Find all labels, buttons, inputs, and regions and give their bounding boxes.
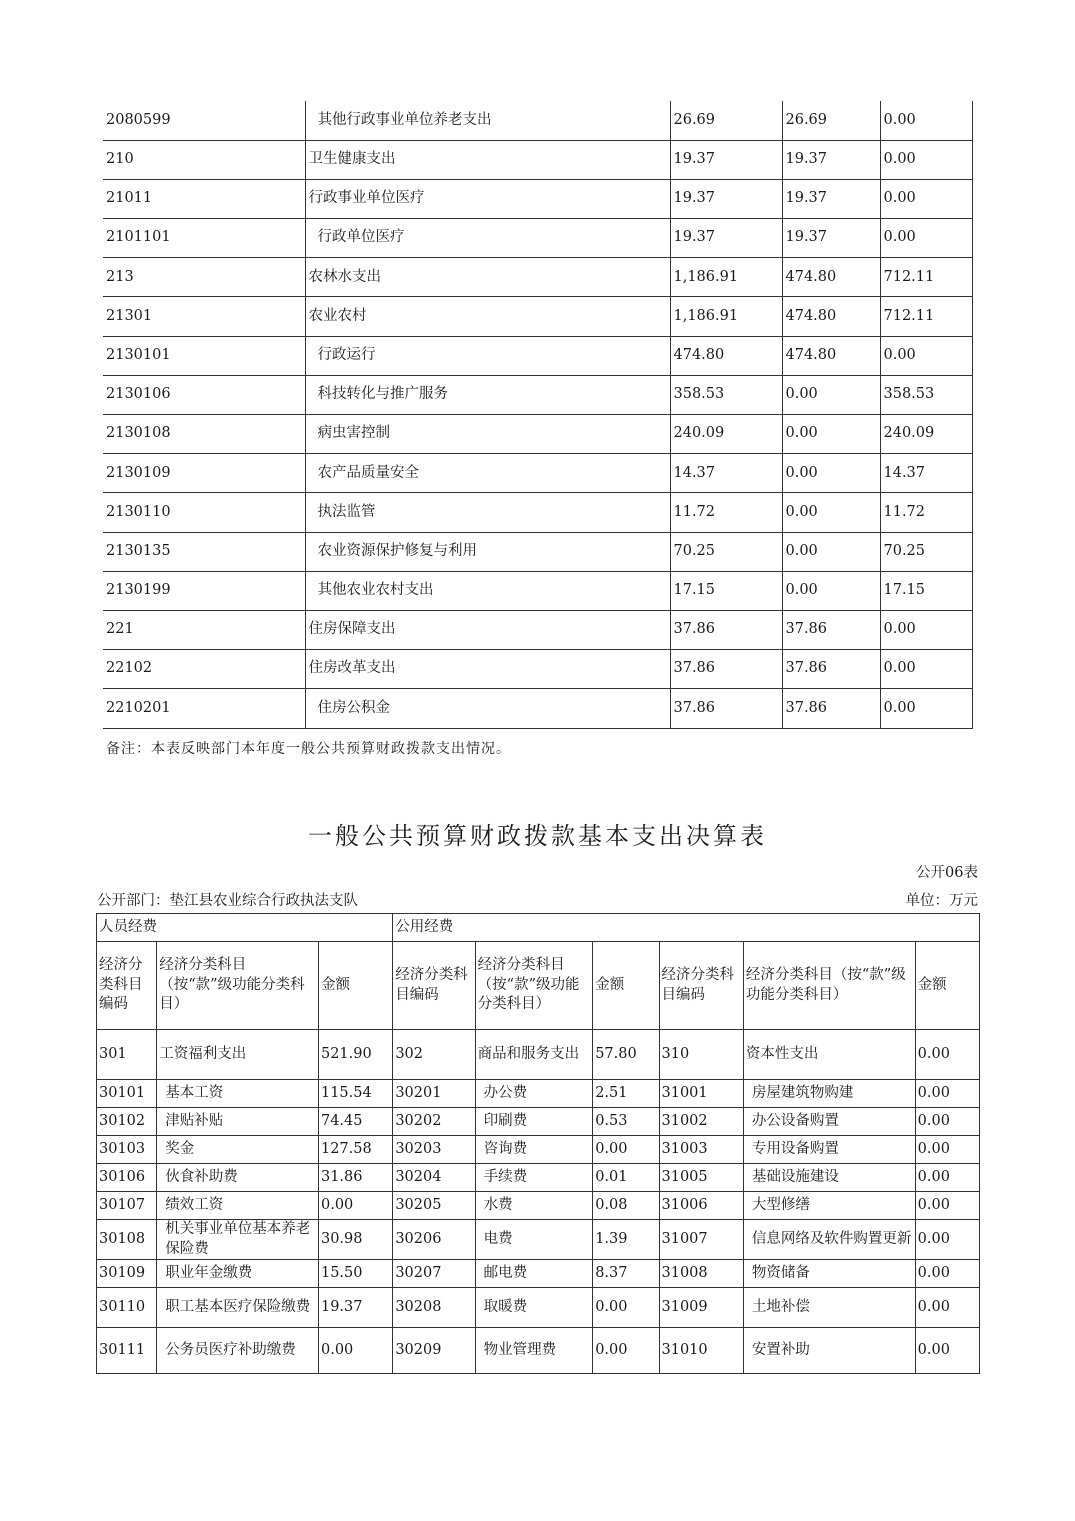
row-amount-a: 19.37 <box>318 1288 392 1328</box>
row-project: 17.15 <box>880 571 972 610</box>
row-amount-c: 0.00 <box>915 1164 979 1192</box>
row-code: 21301 <box>103 297 305 336</box>
expenditure-table <box>103 101 973 729</box>
table-row <box>97 1136 980 1164</box>
row-name: 住房保障支出 <box>305 610 670 649</box>
row-total: 26.69 <box>670 101 782 140</box>
row-code-c: 31010 <box>659 1328 743 1374</box>
row-amount-c: 0.00 <box>915 1288 979 1328</box>
row-amount-a: 31.86 <box>318 1164 392 1192</box>
row-amount-b: 0.00 <box>593 1136 659 1164</box>
row-name-a: 机关事业单位基本养老保险费 <box>157 1220 319 1260</box>
row-code-c: 31003 <box>659 1136 743 1164</box>
row-total: 1,186.91 <box>670 297 782 336</box>
row-name: 病虫害控制 <box>305 415 670 454</box>
row-total: 1,186.91 <box>670 258 782 297</box>
row-code-b: 30208 <box>393 1288 475 1328</box>
row-name: 行政事业单位医疗 <box>305 179 670 218</box>
row-project: 0.00 <box>880 689 972 728</box>
row-amount-b: 0.01 <box>593 1164 659 1192</box>
table-row <box>103 454 972 493</box>
row-total: 474.80 <box>670 336 782 375</box>
table-row <box>103 610 972 649</box>
header-code-b: 经济分类科目编码 <box>393 942 475 1030</box>
department-label: 公开部门：垫江县农业综合行政执法支队 <box>97 893 358 909</box>
header-name-a: 经济分类科目（按“款”级功能分类科目） <box>157 942 319 1030</box>
row-name-a: 奖金 <box>157 1136 319 1164</box>
row-amount-c: 0.00 <box>915 1328 979 1374</box>
row-project: 712.11 <box>880 258 972 297</box>
row-code-b: 30206 <box>393 1220 475 1260</box>
row-total: 19.37 <box>670 140 782 179</box>
row-amount-b: 0.08 <box>593 1192 659 1220</box>
row-name-a: 绩效工资 <box>157 1192 319 1220</box>
row-total: 17.15 <box>670 571 782 610</box>
row-basic: 26.69 <box>782 101 880 140</box>
row-basic: 19.37 <box>782 219 880 258</box>
row-name: 执法监管 <box>305 493 670 532</box>
row-code-b: 30201 <box>393 1080 475 1108</box>
row-name-a: 职业年金缴费 <box>157 1260 319 1288</box>
row-code-a: 30111 <box>97 1328 157 1374</box>
row-amount-c: 0.00 <box>915 1220 979 1260</box>
row-amount-a: 521.90 <box>318 1030 392 1080</box>
row-code-b: 30202 <box>393 1108 475 1136</box>
row-code-b: 30204 <box>393 1164 475 1192</box>
row-basic: 0.00 <box>782 532 880 571</box>
table-row <box>103 689 972 728</box>
row-total: 11.72 <box>670 493 782 532</box>
row-total: 240.09 <box>670 415 782 454</box>
row-name-a: 伙食补助费 <box>157 1164 319 1192</box>
table-row <box>103 258 972 297</box>
row-amount-b: 8.37 <box>593 1260 659 1288</box>
row-amount-b: 0.00 <box>593 1288 659 1328</box>
row-code-a: 30110 <box>97 1288 157 1328</box>
row-code-c: 31008 <box>659 1260 743 1288</box>
row-amount-c: 0.00 <box>915 1260 979 1288</box>
row-code-a: 30101 <box>97 1080 157 1108</box>
row-code-a: 301 <box>97 1030 157 1080</box>
row-amount-b: 0.53 <box>593 1108 659 1136</box>
row-name-b: 邮电费 <box>475 1260 593 1288</box>
header-amount-c: 金额 <box>915 942 979 1030</box>
row-amount-b: 57.80 <box>593 1030 659 1080</box>
page-title: 一般公共预算财政拨款基本支出决算表 <box>308 822 767 850</box>
row-basic: 0.00 <box>782 454 880 493</box>
row-basic: 37.86 <box>782 610 880 649</box>
row-name-c: 专用设备购置 <box>743 1136 915 1164</box>
row-amount-b: 2.51 <box>593 1080 659 1108</box>
row-basic: 19.37 <box>782 140 880 179</box>
row-name-c: 大型修缮 <box>743 1192 915 1220</box>
row-total: 70.25 <box>670 532 782 571</box>
row-code: 2130199 <box>103 571 305 610</box>
row-code: 2130101 <box>103 336 305 375</box>
row-code: 22102 <box>103 650 305 689</box>
row-amount-b: 1.39 <box>593 1220 659 1260</box>
row-name-b: 电费 <box>475 1220 593 1260</box>
row-code-b: 30209 <box>393 1328 475 1374</box>
row-name-b: 办公费 <box>475 1080 593 1108</box>
row-code-b: 302 <box>393 1030 475 1080</box>
row-code: 2130108 <box>103 415 305 454</box>
table-row <box>103 179 972 218</box>
row-code: 2130106 <box>103 375 305 414</box>
row-code: 2130135 <box>103 532 305 571</box>
row-total: 358.53 <box>670 375 782 414</box>
row-code: 2101101 <box>103 219 305 258</box>
table-row <box>103 140 972 179</box>
table-row <box>97 1260 980 1288</box>
row-project: 0.00 <box>880 140 972 179</box>
row-project: 0.00 <box>880 101 972 140</box>
row-amount-c: 0.00 <box>915 1136 979 1164</box>
row-name: 其他农业农村支出 <box>305 571 670 610</box>
row-total: 19.37 <box>670 219 782 258</box>
row-name-b: 商品和服务支出 <box>475 1030 593 1080</box>
row-name-b: 咨询费 <box>475 1136 593 1164</box>
row-name-a: 公务员医疗补助缴费 <box>157 1328 319 1374</box>
table-row <box>103 650 972 689</box>
table-row <box>103 571 972 610</box>
row-name-c: 土地补偿 <box>743 1288 915 1328</box>
table-row <box>97 1288 980 1328</box>
row-name: 农林水支出 <box>305 258 670 297</box>
table-row <box>103 297 972 336</box>
table-row <box>103 219 972 258</box>
table-row <box>103 493 972 532</box>
header-name-c: 经济分类科目（按“款”级功能分类科目） <box>743 942 915 1030</box>
row-code: 213 <box>103 258 305 297</box>
row-project: 0.00 <box>880 336 972 375</box>
row-code-b: 30207 <box>393 1260 475 1288</box>
row-code-c: 31005 <box>659 1164 743 1192</box>
table-row <box>103 101 972 140</box>
table-note: 备注：本表反映部门本年度一般公共预算财政拨款支出情况。 <box>106 741 511 757</box>
row-code-c: 31006 <box>659 1192 743 1220</box>
row-code-c: 31007 <box>659 1220 743 1260</box>
row-total: 37.86 <box>670 610 782 649</box>
row-name-b: 取暖费 <box>475 1288 593 1328</box>
row-project: 0.00 <box>880 219 972 258</box>
row-basic: 19.37 <box>782 179 880 218</box>
row-project: 0.00 <box>880 610 972 649</box>
row-basic: 474.80 <box>782 336 880 375</box>
row-code-a: 30102 <box>97 1108 157 1136</box>
row-project: 70.25 <box>880 532 972 571</box>
row-name-a: 基本工资 <box>157 1080 319 1108</box>
table-row <box>97 1108 980 1136</box>
row-code-a: 30108 <box>97 1220 157 1260</box>
row-name-c: 物资储备 <box>743 1260 915 1288</box>
row-total: 14.37 <box>670 454 782 493</box>
row-code: 2080599 <box>103 101 305 140</box>
row-code: 2210201 <box>103 689 305 728</box>
row-amount-a: 30.98 <box>318 1220 392 1260</box>
row-code: 221 <box>103 610 305 649</box>
table-number: 公开06表 <box>916 865 978 881</box>
row-amount-c: 0.00 <box>915 1030 979 1080</box>
row-amount-a: 74.45 <box>318 1108 392 1136</box>
row-project: 240.09 <box>880 415 972 454</box>
row-amount-c: 0.00 <box>915 1108 979 1136</box>
row-basic: 0.00 <box>782 493 880 532</box>
row-basic: 0.00 <box>782 375 880 414</box>
table-row <box>97 1192 980 1220</box>
row-amount-a: 115.54 <box>318 1080 392 1108</box>
row-name: 住房改革支出 <box>305 650 670 689</box>
row-basic: 0.00 <box>782 415 880 454</box>
row-basic: 0.00 <box>782 571 880 610</box>
row-amount-c: 0.00 <box>915 1080 979 1108</box>
row-name-c: 基础设施建设 <box>743 1164 915 1192</box>
row-code-b: 30203 <box>393 1136 475 1164</box>
row-project: 14.37 <box>880 454 972 493</box>
row-amount-a: 127.58 <box>318 1136 392 1164</box>
row-name-c: 安置补助 <box>743 1328 915 1374</box>
table-row <box>97 1220 980 1260</box>
row-name-b: 物业管理费 <box>475 1328 593 1374</box>
header-code-c: 经济分类科目编码 <box>659 942 743 1030</box>
row-code: 2130110 <box>103 493 305 532</box>
row-name-a: 工资福利支出 <box>157 1030 319 1080</box>
row-amount-c: 0.00 <box>915 1192 979 1220</box>
row-project: 0.00 <box>880 179 972 218</box>
group-public: 公用经费 <box>393 914 980 942</box>
row-name-c: 信息网络及软件购置更新 <box>743 1220 915 1260</box>
row-total: 37.86 <box>670 689 782 728</box>
unit-label: 单位：万元 <box>905 893 978 909</box>
row-project: 712.11 <box>880 297 972 336</box>
row-name-a: 津贴补贴 <box>157 1108 319 1136</box>
row-code-c: 31001 <box>659 1080 743 1108</box>
header-amount-a: 金额 <box>318 942 392 1030</box>
row-name: 卫生健康支出 <box>305 140 670 179</box>
header-code-a: 经济分类科目编码 <box>97 942 157 1030</box>
row-code: 21011 <box>103 179 305 218</box>
row-name-b: 印刷费 <box>475 1108 593 1136</box>
row-code-a: 30107 <box>97 1192 157 1220</box>
row-name: 其他行政事业单位养老支出 <box>305 101 670 140</box>
table-row <box>103 375 972 414</box>
row-name-c: 办公设备购置 <box>743 1108 915 1136</box>
row-name-a: 职工基本医疗保险缴费 <box>157 1288 319 1328</box>
row-basic: 474.80 <box>782 258 880 297</box>
row-code-a: 30109 <box>97 1260 157 1288</box>
row-code-a: 30103 <box>97 1136 157 1164</box>
row-name: 农产品质量安全 <box>305 454 670 493</box>
table-row <box>97 1030 980 1080</box>
row-code-c: 31002 <box>659 1108 743 1136</box>
row-code-a: 30106 <box>97 1164 157 1192</box>
header-amount-b: 金额 <box>593 942 659 1030</box>
row-code-c: 31009 <box>659 1288 743 1328</box>
table-row <box>103 532 972 571</box>
row-code: 210 <box>103 140 305 179</box>
row-basic: 37.86 <box>782 650 880 689</box>
row-total: 37.86 <box>670 650 782 689</box>
row-project: 0.00 <box>880 650 972 689</box>
row-project: 11.72 <box>880 493 972 532</box>
row-name-c: 资本性支出 <box>743 1030 915 1080</box>
header-name-b: 经济分类科目（按“款”级功能分类科目） <box>475 942 593 1030</box>
basic-expenditure-table <box>96 913 980 1374</box>
row-basic: 474.80 <box>782 297 880 336</box>
row-amount-a: 0.00 <box>318 1192 392 1220</box>
table-row <box>103 415 972 454</box>
row-name: 农业农村 <box>305 297 670 336</box>
row-amount-b: 0.00 <box>593 1328 659 1374</box>
row-project: 358.53 <box>880 375 972 414</box>
table-row <box>97 1080 980 1108</box>
row-name: 行政单位医疗 <box>305 219 670 258</box>
row-name-b: 手续费 <box>475 1164 593 1192</box>
row-name: 行政运行 <box>305 336 670 375</box>
row-code-b: 30205 <box>393 1192 475 1220</box>
row-code-c: 310 <box>659 1030 743 1080</box>
row-total: 19.37 <box>670 179 782 218</box>
row-code: 2130109 <box>103 454 305 493</box>
row-basic: 37.86 <box>782 689 880 728</box>
row-name-b: 水费 <box>475 1192 593 1220</box>
row-name: 农业资源保护修复与利用 <box>305 532 670 571</box>
row-amount-a: 15.50 <box>318 1260 392 1288</box>
row-name: 科技转化与推广服务 <box>305 375 670 414</box>
row-amount-a: 0.00 <box>318 1328 392 1374</box>
row-name-c: 房屋建筑物购建 <box>743 1080 915 1108</box>
table-row <box>97 1164 980 1192</box>
table-row <box>97 1328 980 1374</box>
table-row <box>103 336 972 375</box>
group-personnel: 人员经费 <box>97 914 393 942</box>
row-name: 住房公积金 <box>305 689 670 728</box>
